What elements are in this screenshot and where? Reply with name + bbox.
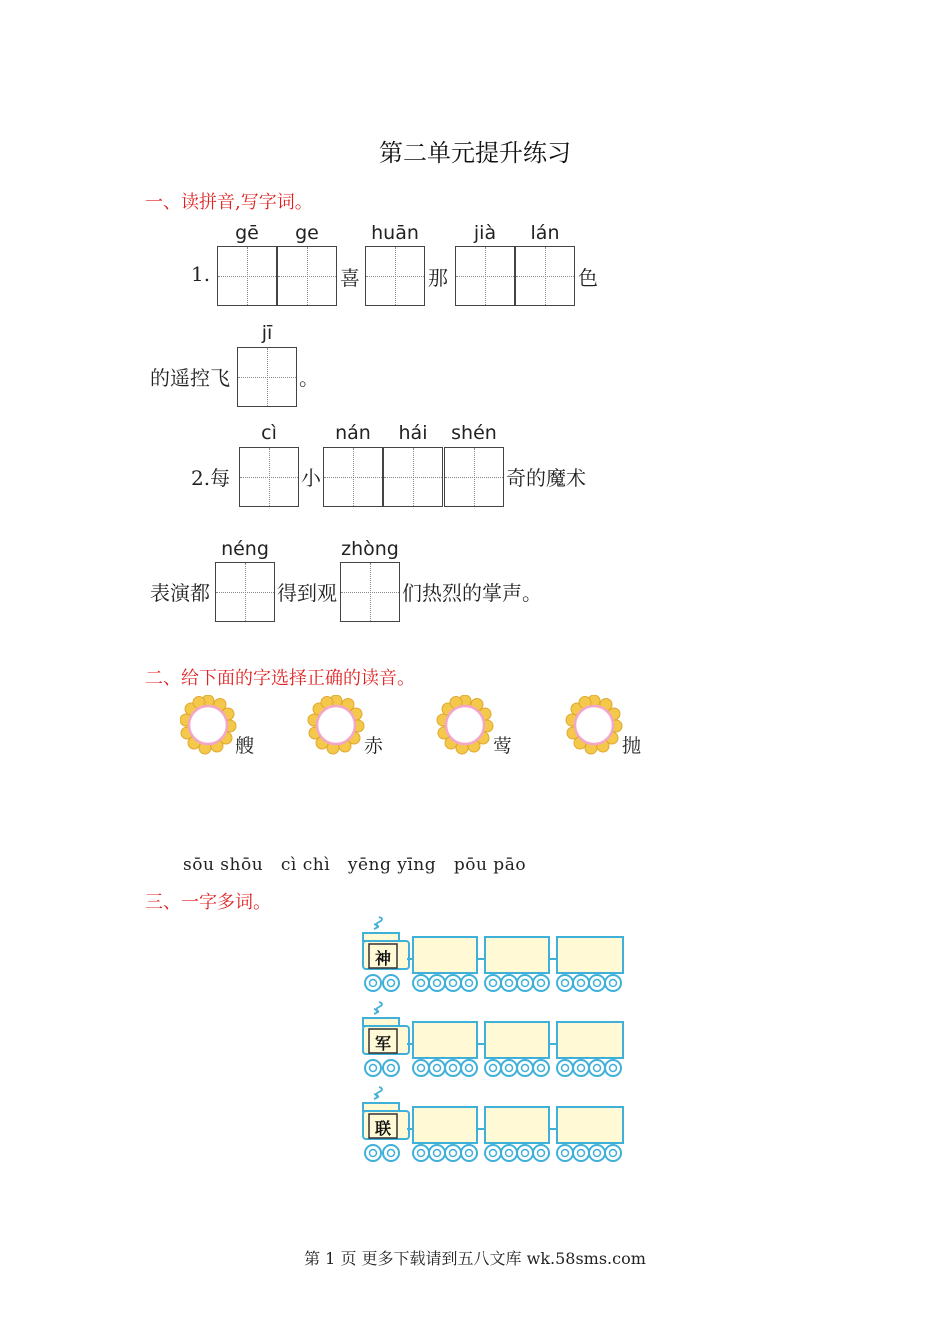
page-footer: 第 1 页 更多下载请到五八文库 wk.58sms.com xyxy=(304,1249,646,1268)
section-1-heading: 一、读拼音,写字词。 xyxy=(145,192,313,213)
train-1 xyxy=(363,917,623,991)
text-period: 。 xyxy=(299,366,319,390)
pinyin-shen: shén xyxy=(451,422,497,444)
writing-box[interactable] xyxy=(444,447,504,507)
pinyin-lan: lán xyxy=(530,222,560,244)
pinyin-huan: huān xyxy=(371,222,419,244)
text-xi: 喜 xyxy=(340,266,360,290)
char-pao: 抛 xyxy=(622,735,642,757)
question-1-number: 1. xyxy=(191,262,211,286)
writing-box[interactable] xyxy=(323,447,383,507)
pinyin-ci: cì xyxy=(261,422,277,444)
text-xiao: 小 xyxy=(301,466,321,490)
writing-box[interactable] xyxy=(455,246,515,306)
flower-circle[interactable] xyxy=(566,695,622,754)
train-2 xyxy=(363,1002,623,1076)
question-2-number: 2.每 xyxy=(191,466,231,490)
text-na: 那 xyxy=(428,266,448,290)
text-qi: 奇的魔术 xyxy=(506,466,586,490)
pinyin-neng: néng xyxy=(221,538,269,560)
flower-circle[interactable] xyxy=(437,695,493,754)
writing-box[interactable] xyxy=(365,246,425,306)
pinyin-jia: jià xyxy=(473,222,497,244)
text-line2: 的遥控飞 xyxy=(150,366,230,390)
flower-circle[interactable] xyxy=(180,695,236,754)
flower-circle[interactable] xyxy=(308,695,364,754)
section-2-heading: 二、给下面的字选择正确的读音。 xyxy=(145,668,415,689)
char-ying: 莺 xyxy=(493,735,513,757)
char-sou: 艘 xyxy=(235,735,255,757)
writing-box[interactable] xyxy=(277,246,337,306)
writing-box[interactable] xyxy=(383,447,443,507)
writing-box[interactable] xyxy=(239,447,299,507)
pinyin-ge2: ge xyxy=(295,222,319,244)
writing-box[interactable] xyxy=(217,246,277,306)
writing-box[interactable] xyxy=(340,562,400,622)
writing-box[interactable] xyxy=(237,347,297,407)
section-3-heading: 三、一字多词。 xyxy=(145,892,271,913)
writing-box[interactable] xyxy=(515,246,575,306)
text-line2c: 们热烈的掌声。 xyxy=(402,581,542,605)
word-trains xyxy=(355,915,635,1170)
pinyin-nan: nán xyxy=(335,422,371,444)
page-title: 第二单元提升练习 xyxy=(379,139,571,167)
pinyin-ge1: gē xyxy=(235,222,259,244)
pinyin-options: sōu shōu cì chì yēng yīng pōu pāo xyxy=(183,855,527,875)
writing-box[interactable] xyxy=(215,562,275,622)
pinyin-ji: jī xyxy=(261,322,273,344)
pinyin-hai: hái xyxy=(398,422,428,444)
pinyin-zhong: zhòng xyxy=(341,538,399,560)
train-3 xyxy=(363,1087,623,1161)
train-3-char: 联 xyxy=(374,1119,391,1138)
text-line2b: 得到观 xyxy=(277,581,337,605)
train-1-char: 神 xyxy=(374,949,391,968)
char-chi: 赤 xyxy=(364,735,384,757)
train-2-char: 军 xyxy=(374,1034,391,1053)
text-line2a: 表演都 xyxy=(150,581,210,605)
text-se: 色 xyxy=(578,266,598,290)
